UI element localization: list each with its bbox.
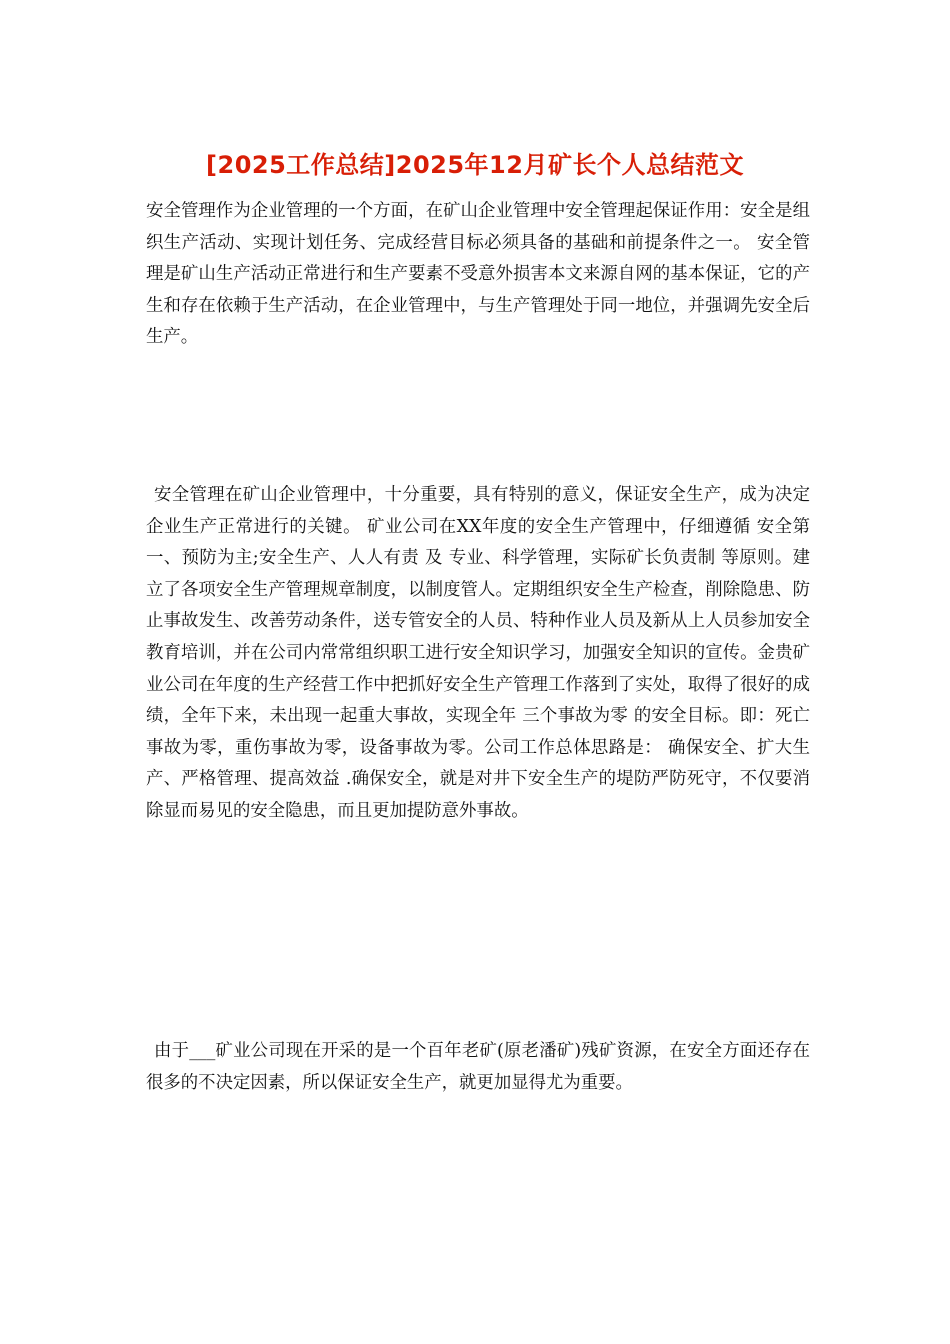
document-title: [2025工作总结]2025年12月矿长个人总结范文	[206, 151, 744, 179]
paragraph-old-mine: 由于___矿业公司现在开采的是一个百年老矿(原老潘矿)残矿资源，在安全方面还存在很多的不决定因素，所以保证安全生产，就更加显得尤为重要。	[146, 1041, 810, 1093]
paragraph-safety-management: 安全管理在矿山企业管理中，十分重要，具有特别的意义，保证安全生产，成为决定企业生产正常进行的关键。 矿业公司在XX年度的安全生产管理中，仔细遵循 安全第一、预防为主;安全生产、人人有责 及 专业、科学管理，实际矿长负责制 等原则。建立了各项安全生产管理规章制度，以制度管人。定期组织安全生产检查，削除隐患、防止事故发生、改善劳动条件，送专管安全的人员、特种作业人员及新从上人员参加安全教育培训，并在公司内常常组织职工进行安全知识学习，加强安全知识的宣传。金贵矿业公司在年度的生产经营工作中把抓好安全生产管理工作落到了实处，取得了很好的成绩，全年下来，未出现一起重大事故，实现全年 三个事故为零 的安全目标。即：死亡事故为零，重伤事故为零，设备事故为零。公司工作总体思路是： 确保安全、扩大生产、严格管理、提高效益 .确保安全，就是对井下安全生产的堤防严防死守，不仅要消除显而易见的安全隐患，而且更加提防意外事故。	[146, 485, 810, 821]
paragraph-safety-role: 安全管理作为企业管理的一个方面，在矿山企业管理中安全管理起保证作用：安全是组织生产活动、实现计划任务、完成经营目标必须具备的基础和前提条件之一。 安全管理是矿山生产活动正常进行和生产要素不受意外损害本文来源自网的基本保证，它的产生和存在依赖于生产活动，在企业管理中，与生产管理处于同一地位，并强调先安全后生产。	[146, 201, 810, 348]
